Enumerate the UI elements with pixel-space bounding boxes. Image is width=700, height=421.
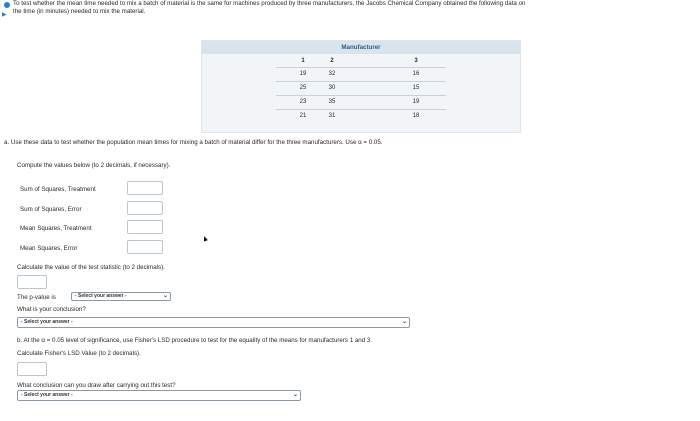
table-cell: 19 [299, 71, 307, 77]
ms-error-label: Mean Squares, Error [20, 245, 78, 252]
ms-error-input[interactable] [127, 240, 163, 254]
mouse-cursor-icon [202, 235, 207, 241]
pvalue-select-value: - Select your answer - [75, 293, 127, 299]
ss-error-label: Sum of Squares, Error [20, 206, 82, 213]
test-stat-prompt: Calculate the value of the test statistic (to 2 decimals). [17, 264, 165, 271]
pvalue-label [17, 294, 56, 302]
bullet-icon [4, 2, 10, 8]
ss-error-input[interactable] [127, 201, 163, 215]
column-header-2: 2 [330, 58, 334, 64]
compute-prompt: Compute the values below (to 2 decimals, if necessary). [17, 162, 171, 169]
ms-treatment-label: Mean Squares, Treatment [20, 225, 92, 232]
data-table [201, 40, 521, 133]
intro-line-2: the time (in minutes) needed to mix the material. [13, 8, 146, 16]
chevron-down-icon: ⌄ [292, 392, 298, 398]
table-cell: 23 [299, 99, 307, 105]
row-divider [276, 95, 446, 96]
table-cell: 30 [328, 85, 336, 91]
lsd-prompt: Calculate Fisher's LSD Value (to 2 decimals). [17, 350, 141, 357]
table-cell: 15 [412, 85, 420, 91]
pvalue-label-text: The p-value is [17, 294, 56, 301]
after-test-prompt: What conclusion can you draw after carrying out this test? [17, 382, 176, 389]
table-cell: 16 [412, 71, 420, 77]
table-cell: 21 [299, 113, 307, 119]
table-cell: 32 [328, 71, 336, 77]
ss-treatment-label: Sum of Squares, Treatment [20, 186, 96, 193]
row-divider [276, 109, 446, 110]
play-arrow-icon: ▶ [2, 12, 7, 18]
after-test-select[interactable] [17, 390, 301, 401]
table-cell: 31 [328, 113, 336, 119]
ms-treatment-input[interactable] [127, 220, 163, 234]
after-test-select-value: - Select your answer - [21, 392, 73, 398]
table-cell: 18 [412, 113, 420, 119]
row-divider [276, 81, 446, 82]
part-b-text: b. At the α = 0.05 level of significance, use Fisher's LSD procedure to test for the equality of the means for manufacturers 1 and 3. [17, 337, 373, 344]
chevron-down-icon: ⌄ [401, 319, 407, 325]
conclusion-select[interactable] [17, 317, 410, 328]
pvalue-select[interactable] [71, 292, 171, 301]
row-divider [276, 67, 446, 68]
column-header-1: 1 [301, 58, 305, 64]
table-header: Manufacturer [202, 41, 520, 54]
test-stat-input[interactable] [17, 275, 47, 289]
table-cell: 19 [412, 99, 420, 105]
part-a-text: a. Use these data to test whether the population mean times for mixing a batch of material differ for the three manufacturers. Use α = 0.05. [4, 139, 383, 146]
ss-treatment-input[interactable] [127, 181, 163, 195]
table-cell: 25 [299, 85, 307, 91]
column-header-3: 3 [414, 58, 418, 64]
table-cell: 35 [328, 99, 336, 105]
intro-line-1: To test whether the mean time needed to mix a batch of material is the same for machines produced by three manufacturers, the Jacobs Chemical Company obtained the following data on [13, 0, 526, 7]
conclusion-select-value: - Select your answer - [21, 319, 73, 325]
question-intro [13, 0, 700, 16]
lsd-input[interactable] [17, 362, 47, 376]
conclusion-prompt: What is your conclusion? [17, 306, 86, 313]
chevron-down-icon: ⌄ [162, 293, 168, 299]
